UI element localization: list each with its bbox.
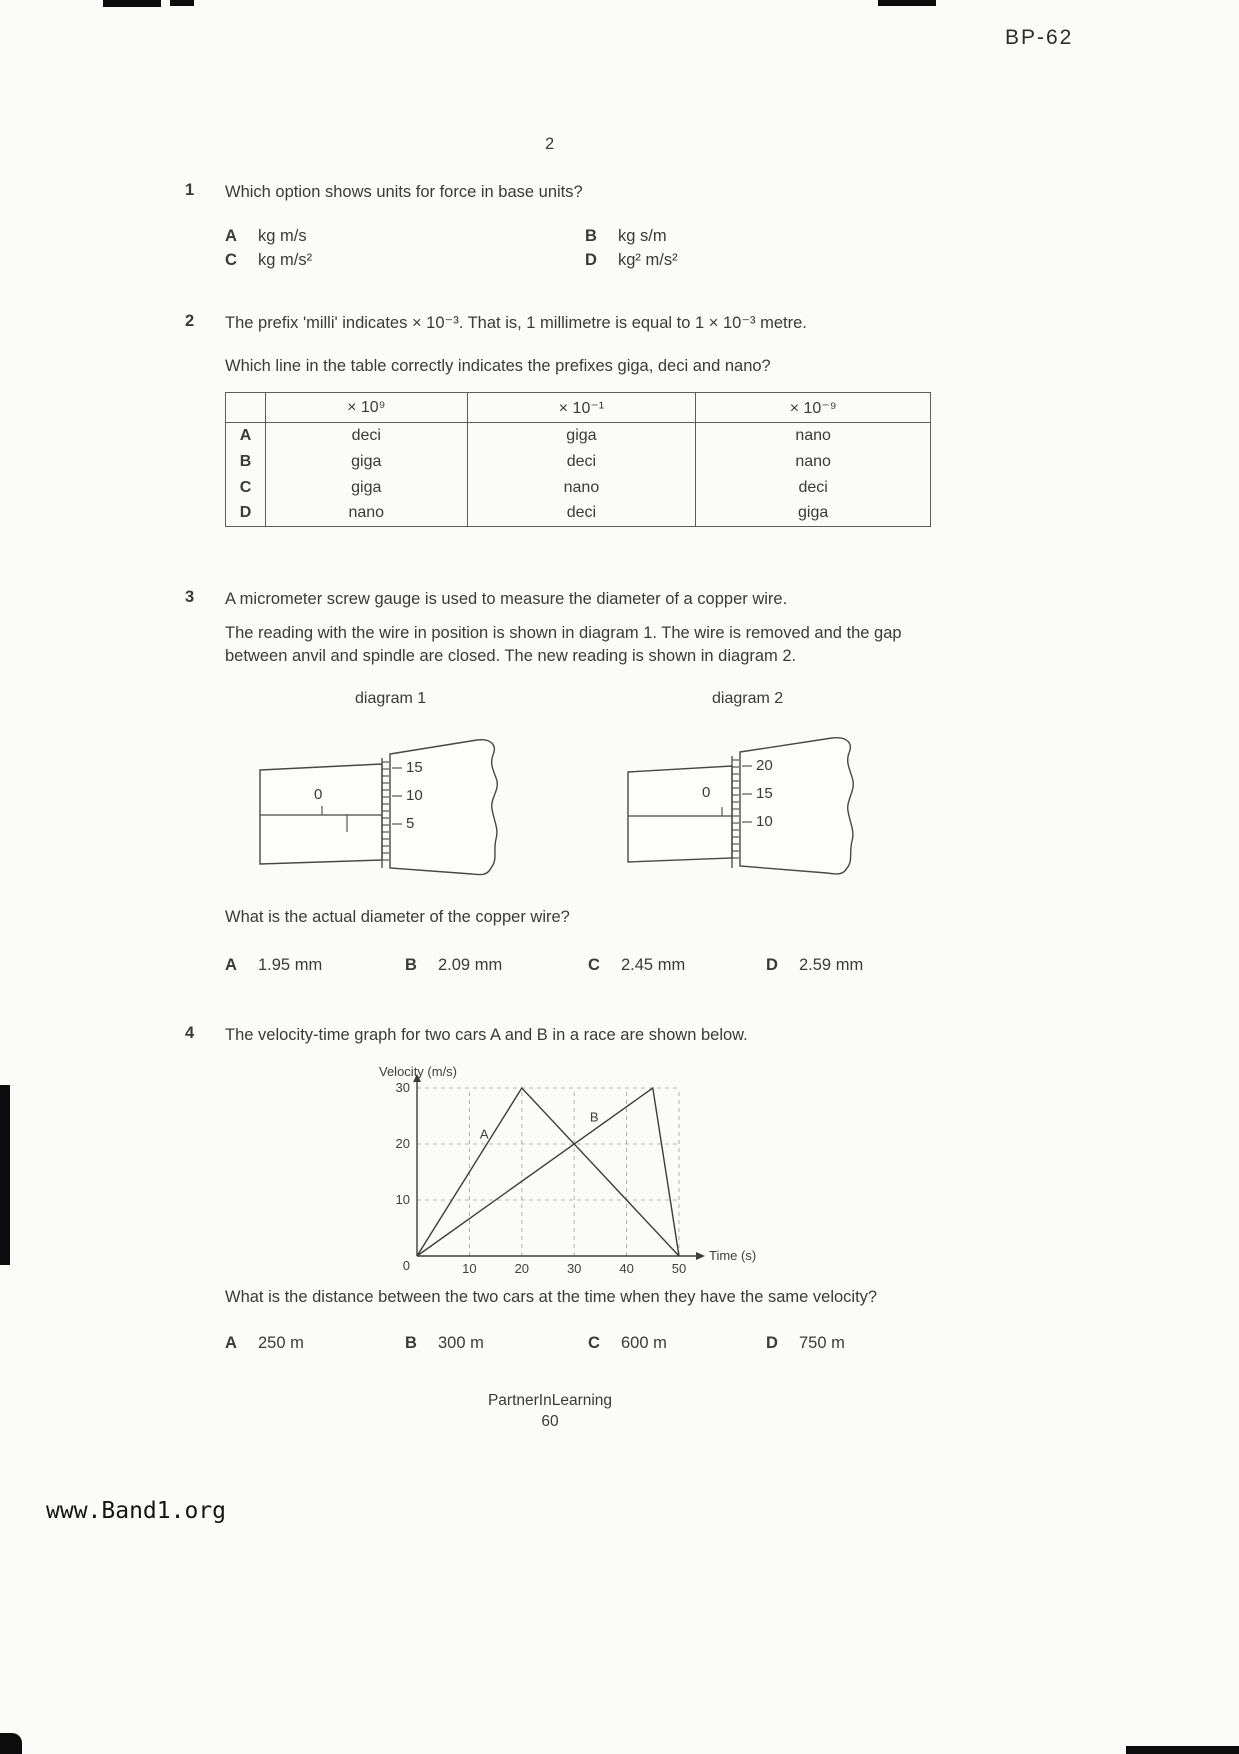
micrometer-sketch-2 bbox=[622, 728, 892, 883]
micrometer-diagram-2 bbox=[622, 728, 892, 883]
prefix-table bbox=[225, 392, 931, 527]
thimble-mark: 5 bbox=[406, 815, 415, 832]
velocity-time-graph-svg bbox=[362, 1062, 782, 1287]
micrometer-sketch-1 bbox=[252, 728, 542, 883]
footer-brand: PartnerInLearning bbox=[487, 1392, 613, 1409]
q1-number: 1 bbox=[185, 181, 195, 199]
option-value: 300 m bbox=[438, 1334, 484, 1352]
option-label: A bbox=[225, 1334, 237, 1352]
page-number: 2 bbox=[545, 135, 555, 153]
watermark: www.Band1.org bbox=[46, 1498, 227, 1524]
table-cell: nano bbox=[696, 449, 931, 475]
svg-text:10: 10 bbox=[395, 1192, 410, 1207]
header-code: BP-62 bbox=[1005, 26, 1074, 49]
option-label: B bbox=[585, 227, 597, 245]
q3-option-d bbox=[766, 956, 863, 975]
q3-question: What is the actual diameter of the copper wire? bbox=[225, 908, 570, 926]
option-value: kg m/s² bbox=[258, 251, 313, 269]
q4-option-b bbox=[405, 1334, 484, 1353]
thimble-mark: 15 bbox=[406, 759, 423, 776]
diagram2-caption: diagram 2 bbox=[712, 690, 784, 707]
svg-text:0: 0 bbox=[402, 1258, 410, 1273]
main-scale-label: 0 bbox=[702, 784, 711, 801]
option-value: kg² m/s² bbox=[618, 251, 678, 269]
table-corner-cell bbox=[226, 393, 266, 423]
q4-number: 4 bbox=[185, 1024, 195, 1042]
q3-number: 3 bbox=[185, 588, 195, 606]
table-header-row bbox=[226, 393, 931, 423]
footer-page-number: 60 bbox=[541, 1413, 559, 1430]
table-header-cell: × 10⁻⁹ bbox=[696, 393, 931, 423]
table-cell: giga bbox=[696, 501, 931, 527]
table-row bbox=[226, 501, 931, 527]
scan-artifact-top-right bbox=[878, 0, 936, 6]
table-cell: deci bbox=[266, 423, 468, 449]
option-value: 2.59 mm bbox=[799, 956, 864, 974]
option-label: C bbox=[225, 251, 237, 269]
q4-text: The velocity-time graph for two cars A and B in a race are shown below. bbox=[225, 1026, 748, 1044]
table-cell: nano bbox=[696, 423, 931, 449]
svg-text:30: 30 bbox=[395, 1080, 410, 1095]
scan-artifact-top-left bbox=[103, 0, 161, 7]
q4-option-c bbox=[588, 1334, 667, 1353]
q2-text-1: The prefix 'milli' indicates × 10⁻³. That is, 1 millimetre is equal to 1 × 10⁻³ metre. bbox=[225, 314, 807, 332]
table-row bbox=[226, 475, 931, 501]
svg-text:10: 10 bbox=[462, 1261, 477, 1276]
svg-text:40: 40 bbox=[619, 1261, 634, 1276]
option-label: C bbox=[588, 1334, 600, 1352]
svg-text:50: 50 bbox=[671, 1261, 687, 1276]
option-value: kg s/m bbox=[618, 227, 667, 245]
option-value: 750 m bbox=[799, 1334, 845, 1352]
diagram1-caption: diagram 1 bbox=[355, 690, 427, 707]
q3-option-b bbox=[405, 956, 502, 975]
option-label: D bbox=[585, 251, 597, 269]
thimble-mark: 10 bbox=[406, 787, 423, 804]
option-value: 2.09 mm bbox=[438, 956, 503, 974]
q3-text-1: A micrometer screw gauge is used to measure the diameter of a copper wire. bbox=[225, 590, 788, 608]
thimble-mark: 15 bbox=[756, 785, 773, 802]
option-value: 250 m bbox=[258, 1334, 304, 1352]
option-value: kg m/s bbox=[258, 227, 307, 245]
q3-option-a bbox=[225, 956, 322, 975]
svg-text:20: 20 bbox=[395, 1136, 410, 1151]
table-header-cell: × 10⁻¹ bbox=[467, 393, 696, 423]
q1-option-c bbox=[225, 251, 312, 270]
q4-option-a bbox=[225, 1334, 304, 1353]
row-label: D bbox=[226, 501, 266, 527]
table-cell: giga bbox=[266, 449, 468, 475]
main-scale-label: 0 bbox=[314, 786, 323, 803]
thimble-mark: 20 bbox=[756, 757, 773, 774]
table-cell: deci bbox=[467, 501, 696, 527]
svg-text:A: A bbox=[479, 1126, 489, 1142]
row-label: A bbox=[226, 423, 266, 449]
table-cell: nano bbox=[467, 475, 696, 501]
option-value: 2.45 mm bbox=[621, 956, 686, 974]
svg-text:Velocity (m/s): Velocity (m/s) bbox=[379, 1064, 458, 1079]
q3-text-2: The reading with the wire in position is shown in diagram 1. The wire is removed and the gap between anvil and spindle are closed. The new reading is shown in diagram 2. bbox=[225, 624, 902, 666]
table-cell: nano bbox=[266, 501, 468, 527]
option-label: B bbox=[405, 956, 417, 974]
q2-number: 2 bbox=[185, 312, 195, 330]
q4-option-d bbox=[766, 1334, 845, 1353]
scan-artifact-top-left-2 bbox=[170, 0, 194, 6]
option-value: 600 m bbox=[621, 1334, 667, 1352]
row-label: C bbox=[226, 475, 266, 501]
table-cell: deci bbox=[696, 475, 931, 501]
q1-option-d bbox=[585, 251, 678, 270]
thimble-mark: 10 bbox=[756, 813, 773, 830]
option-label: C bbox=[588, 956, 600, 974]
q4-question: What is the distance between the two cars at the time when they have the same velocity? bbox=[225, 1288, 878, 1306]
q2-text-2: Which line in the table correctly indicates the prefixes giga, deci and nano? bbox=[225, 357, 771, 375]
micrometer-diagram-1 bbox=[252, 728, 542, 883]
table-cell: giga bbox=[467, 423, 696, 449]
table-row bbox=[226, 423, 931, 449]
option-label: A bbox=[225, 227, 237, 245]
velocity-time-graph bbox=[362, 1062, 782, 1287]
option-value: 1.95 mm bbox=[258, 956, 323, 974]
scan-artifact-left-bar bbox=[0, 1085, 10, 1265]
table-row bbox=[226, 449, 931, 475]
option-label: D bbox=[766, 956, 778, 974]
q1-text: Which option shows units for force in base units? bbox=[225, 183, 583, 201]
option-label: A bbox=[225, 956, 237, 974]
q1-option-a bbox=[225, 227, 307, 246]
row-label: B bbox=[226, 449, 266, 475]
option-label: B bbox=[405, 1334, 417, 1352]
svg-text:20: 20 bbox=[514, 1261, 530, 1276]
table-header-cell: × 10⁹ bbox=[266, 393, 468, 423]
q3-option-c bbox=[588, 956, 685, 975]
table-cell: deci bbox=[467, 449, 696, 475]
svg-text:Time (s): Time (s) bbox=[709, 1248, 757, 1263]
svg-text:30: 30 bbox=[566, 1261, 582, 1276]
q1-option-b bbox=[585, 227, 667, 246]
option-label: D bbox=[766, 1334, 778, 1352]
table-cell: giga bbox=[266, 475, 468, 501]
scan-artifact-bottom-right bbox=[1126, 1746, 1239, 1754]
scan-artifact-bottom-left bbox=[0, 1733, 22, 1754]
svg-text:B: B bbox=[589, 1109, 599, 1125]
